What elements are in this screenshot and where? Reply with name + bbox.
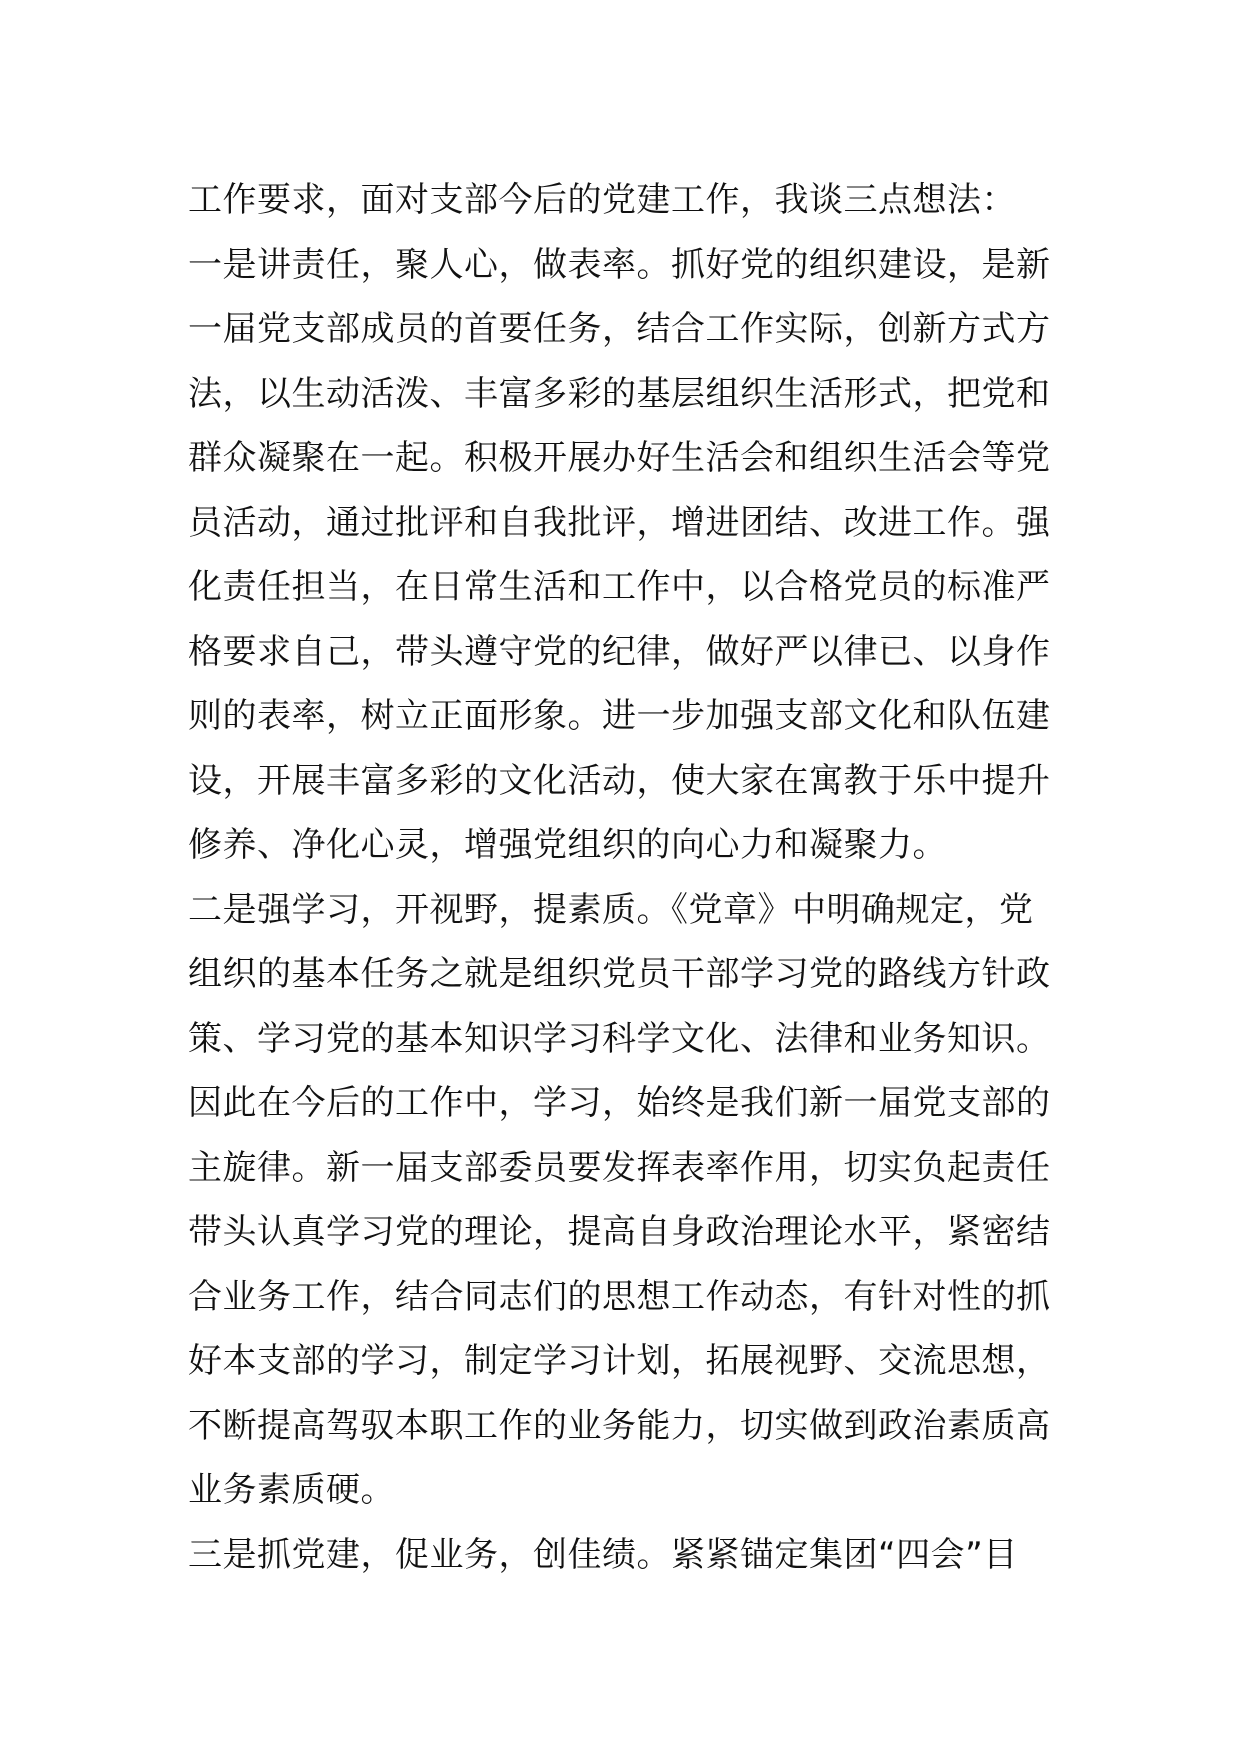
text-line-1: 工作要求，面对支部今后的党建工作，我谈三点想法： <box>188 180 1016 220</box>
text-line-11: 修养、净化心灵，增强党组织的向心力和凝聚力。 <box>188 825 947 865</box>
text-line-13: 组织的基本任务之就是组织党员干部学习党的路线方针政 <box>188 954 1051 994</box>
text-line-15: 因此在今后的工作中，学习，始终是我们新一届党支部的 <box>188 1083 1051 1123</box>
text-line-22: 三是抓党建，促业务，创佳绩。紧紧锚定集团“四会”目 <box>188 1534 1018 1575</box>
text-line-6: 员活动，通过批评和自我批评，增进团结、改进工作。强 <box>188 502 1051 543</box>
text-line-3: 一届党支部成员的首要任务，结合工作实际，创新方式方 <box>188 309 1051 349</box>
text-line-14: 策、学习党的基本知识学习科学文化、法律和业务知识。 <box>188 1018 1051 1059</box>
text-line-16: 主旋律。新一届支部委员要发挥表率作用，切实负起责任 <box>188 1147 1051 1188</box>
text-line-5: 群众凝聚在一起。积极开展办好生活会和组织生活会等党 <box>188 438 1051 478</box>
text-line-17: 带头认真学习党的理论，提高自身政治理论水平，紧密结 <box>188 1212 1051 1252</box>
text-line-21: 业务素质硬。 <box>188 1470 395 1510</box>
text-line-12: 二是强学习，开视野，提素质。《党章》中明确规定，党 <box>188 889 1034 930</box>
text-line-10: 设，开展丰富多彩的文化活动，使大家在寓教于乐中提升 <box>188 760 1051 801</box>
body-text <box>188 168 1058 1587</box>
text-line-19: 好本支部的学习，制定学习计划，拓展视野、交流思想， <box>188 1341 1051 1381</box>
text-line-7: 化责任担当，在日常生活和工作中，以合格党员的标准严 <box>188 567 1051 607</box>
text-line-8: 格要求自己，带头遵守党的纪律，做好严以律已、以身作 <box>188 631 1051 672</box>
text-line-9: 则的表率，树立正面形象。进一步加强支部文化和队伍建 <box>188 696 1051 736</box>
text-line-2: 一是讲责任，聚人心，做表率。抓好党的组织建设，是新 <box>188 244 1051 285</box>
text-line-4: 法，以生动活泼、丰富多彩的基层组织生活形式，把党和 <box>188 373 1051 414</box>
text-line-18: 合业务工作，结合同志们的思想工作动态，有针对性的抓 <box>188 1276 1051 1317</box>
text-line-20: 不断提高驾驭本职工作的业务能力，切实做到政治素质高 <box>188 1405 1051 1446</box>
